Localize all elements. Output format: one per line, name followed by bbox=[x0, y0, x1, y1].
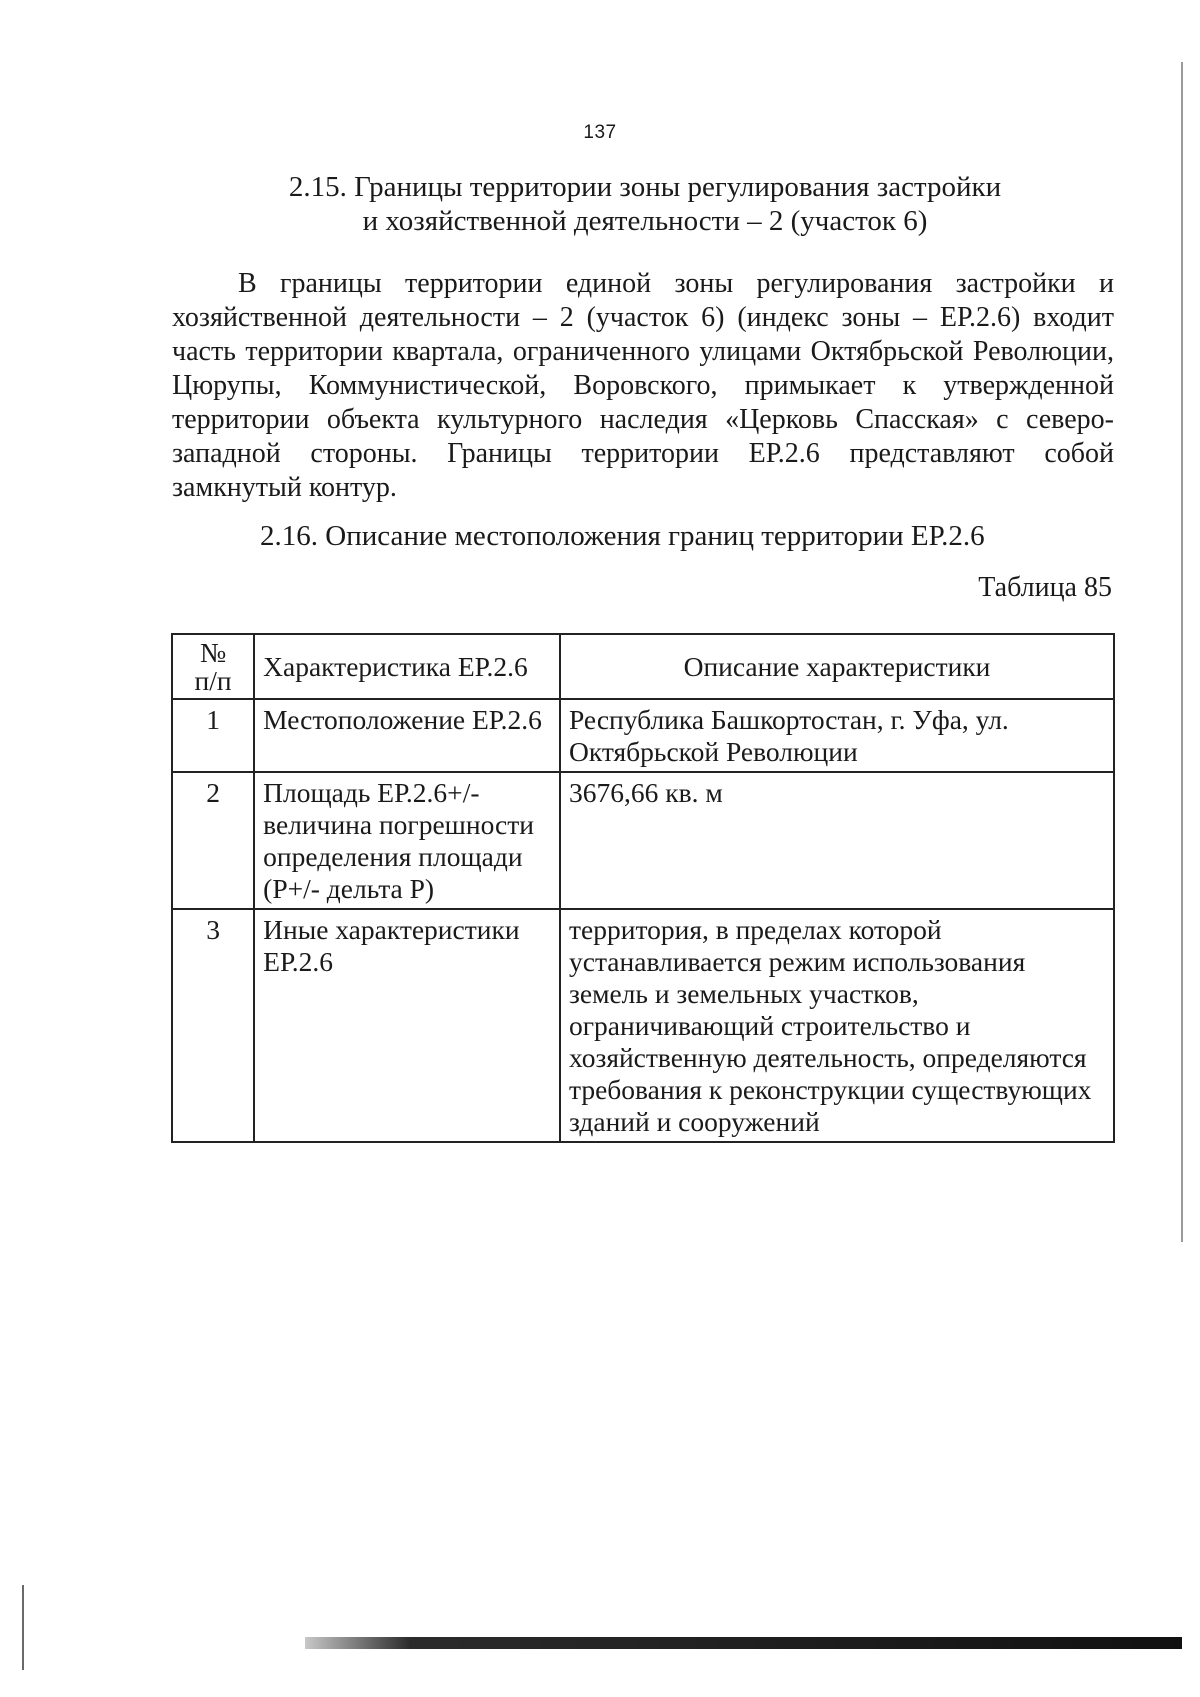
page-number: 137 bbox=[583, 122, 617, 143]
section-paragraph: В границы территории единой зоны регулирования застройки и хозяйственной деятельности – 2 (участок 6) (индекс зоны – ЕР.2.6) входит часть территории квартала, ограниченного улицами Октябрьской Революции, Цюрупы, Коммунистической, Воровского, примыкает к утвержденной территории объекта культурного наследия «Церковь Спасская» с северо-западной стороны. Границы территории ЕР.2.6 представляют собой замкнутый контур. bbox=[172, 268, 1114, 503]
row-description: территория, в пределах которой устанавливается режим использования земель и земельных участков, ограничивающий строительство и хозяйственную деятельность, определяются требования к реконструкции существующих зданий и сооружений bbox=[560, 909, 1114, 1142]
table-header-row bbox=[172, 634, 1114, 699]
row-number: 3 bbox=[172, 909, 254, 1142]
table-row bbox=[172, 772, 1114, 909]
header-description: Описание характеристики bbox=[560, 634, 1114, 699]
section-title-2-15 bbox=[170, 170, 1120, 238]
table-caption: Таблица 85 bbox=[978, 572, 1112, 603]
header-number-line-2: п/п bbox=[194, 665, 232, 696]
characteristics-table bbox=[171, 633, 1115, 1143]
section-title-line-2: и хозяйственной деятельности – 2 (участок 6) bbox=[362, 205, 928, 237]
row-characteristic: Иные характеристики ЕР.2.6 bbox=[254, 909, 560, 1142]
header-characteristic: Характеристика ЕР.2.6 bbox=[254, 634, 560, 699]
section-title-2-16: 2.16. Описание местоположения границ территории ЕР.2.6 bbox=[260, 520, 985, 552]
scan-bottom-bar bbox=[305, 1637, 1182, 1649]
scan-edge-right bbox=[1181, 62, 1183, 1242]
row-number: 2 bbox=[172, 772, 254, 909]
section-title-line-1: 2.15. Границы территории зоны регулирования застройки bbox=[288, 171, 1002, 203]
table-row bbox=[172, 909, 1114, 1142]
scan-edge-left bbox=[22, 1585, 24, 1670]
row-characteristic: Местоположение ЕР.2.6 bbox=[254, 699, 560, 772]
row-description: 3676,66 кв. м bbox=[560, 772, 1114, 909]
row-characteristic: Площадь ЕР.2.6+/- величина погрешности определения площади (Р+/- дельта Р) bbox=[254, 772, 560, 909]
header-number bbox=[172, 634, 254, 699]
table-row bbox=[172, 699, 1114, 772]
header-number-line-1: № bbox=[199, 637, 227, 668]
row-number: 1 bbox=[172, 699, 254, 772]
row-description: Республика Башкортостан, г. Уфа, ул. Октябрьской Революции bbox=[560, 699, 1114, 772]
